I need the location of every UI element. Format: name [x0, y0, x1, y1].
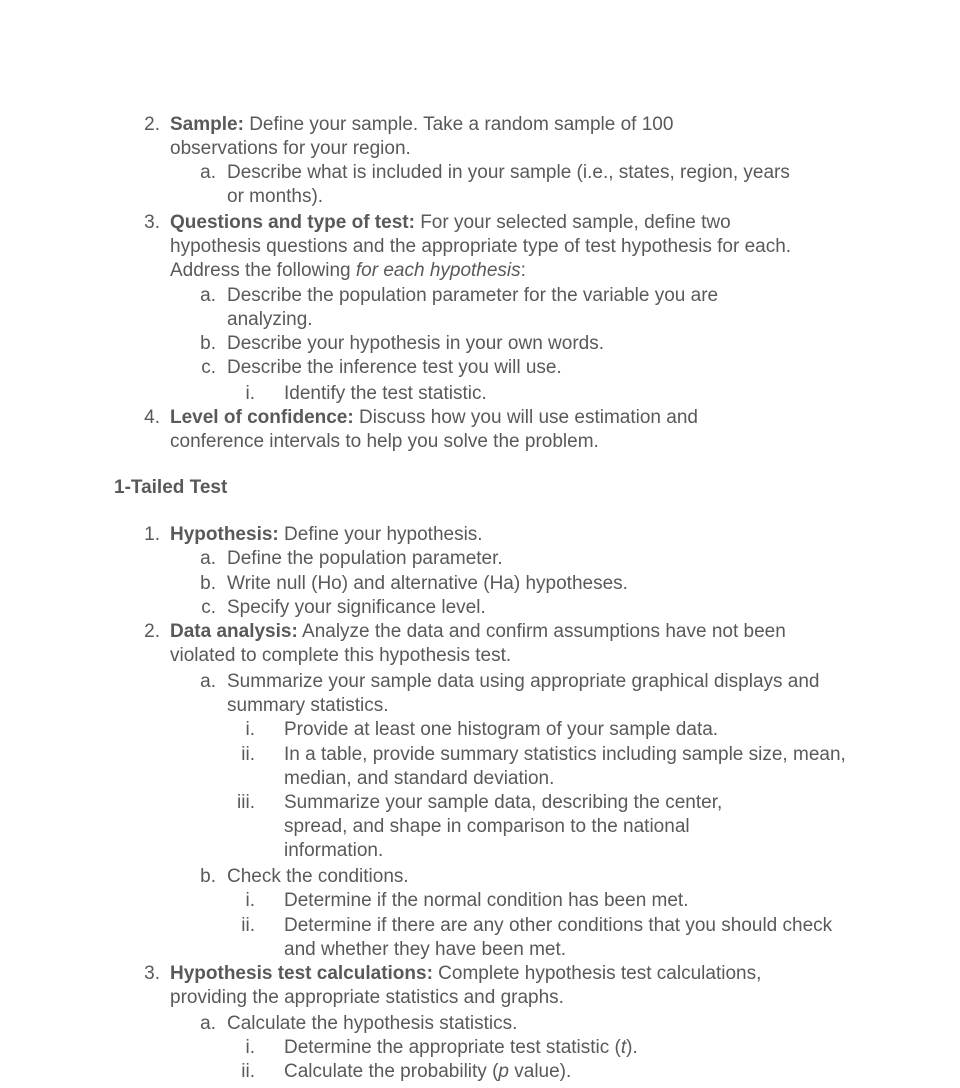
item-label: Data analysis:: [170, 621, 298, 642]
list-letter: b.: [200, 573, 216, 594]
list-text: In a table, provide summary statistics including sample size, mean, median, and standard deviation.: [284, 744, 846, 789]
list-text: Write null (Ho) and alternative (Ha) hypotheses.: [227, 573, 628, 594]
item-label: Sample:: [170, 114, 244, 135]
item-label: Hypothesis:: [170, 524, 279, 545]
list-roman: ii.: [241, 1061, 255, 1082]
list-roman: ii.: [241, 744, 255, 765]
list-roman: i.: [245, 383, 255, 404]
list-number: 2.: [144, 621, 160, 642]
list-roman: i.: [245, 719, 255, 740]
list-text: Hypothesis test calculations: Complete hypothesis test calculations, providing the appropriate statistics and graphs.: [170, 963, 762, 1008]
list-number: 3.: [144, 212, 160, 233]
list-text: Describe the population parameter for the variable you are analyzing.: [227, 285, 719, 330]
list-text: Calculate the hypothesis statistics.: [227, 1013, 518, 1034]
list-text: Define the population parameter.: [227, 548, 503, 569]
list-number: 1.: [144, 524, 160, 545]
emphasis: p: [498, 1061, 509, 1082]
list-letter: b.: [200, 333, 216, 354]
section-heading: 1-Tailed Test: [114, 477, 228, 498]
emphasis: t: [620, 1037, 627, 1058]
list-letter: a.: [200, 671, 216, 692]
list-text: Provide at least one histogram of your sample data.: [284, 719, 719, 740]
list-letter: c.: [201, 597, 216, 618]
list-roman: i.: [245, 1037, 255, 1058]
list-text: Determine if there are any other conditions that you should check and whether they have been met.: [284, 915, 833, 960]
list-number: 3.: [144, 963, 160, 984]
list-text: Describe the inference test you will use.: [227, 357, 562, 378]
item-label: Hypothesis test calculations:: [170, 963, 433, 984]
list-text: Summarize your sample data using appropriate graphical displays and summary statistics.: [227, 671, 820, 716]
list-text: Specify your significance level.: [227, 597, 486, 618]
list-text: Hypothesis: Define your hypothesis.: [170, 524, 483, 545]
list-number: 2.: [144, 114, 160, 135]
list-text: Data analysis: Analyze the data and confirm assumptions have not been violated to complete this hypothesis test.: [170, 621, 786, 666]
emphasis: for each hypothesis: [355, 260, 521, 281]
list-letter: a.: [200, 1013, 216, 1034]
list-roman: ii.: [241, 915, 255, 936]
list-text: Sample: Define your sample. Take a random sample of 100 observations for your region.: [170, 114, 674, 159]
list-text: Questions and type of test: For your selected sample, define two hypothesis questions and the appropriate type of test hypothesis for each. Address the following for each hypothesis:: [170, 212, 792, 281]
list-text: Level of confidence: Discuss how you will use estimation and conference intervals to help you solve the problem.: [170, 407, 698, 452]
list-number: 4.: [144, 407, 160, 428]
list-text: Describe what is included in your sample (i.e., states, region, years or months).: [227, 162, 790, 207]
list-text: Describe your hypothesis in your own words.: [227, 333, 605, 354]
list-text: Identify the test statistic.: [284, 383, 487, 404]
list-roman: i.: [245, 890, 255, 911]
list-text: Determine the appropriate test statistic (t).: [284, 1037, 638, 1058]
list-text: Calculate the probability (p value).: [284, 1061, 572, 1082]
list-letter: a.: [200, 162, 216, 183]
item-label: Level of confidence:: [170, 407, 354, 428]
item-label: Questions and type of test:: [170, 212, 415, 233]
list-roman: iii.: [237, 792, 255, 813]
list-letter: c.: [201, 357, 216, 378]
list-letter: a.: [200, 285, 216, 306]
list-text: Summarize your sample data, describing the center, spread, and shape in comparison to the national information.: [284, 792, 723, 861]
list-letter: a.: [200, 548, 216, 569]
list-text: Check the conditions.: [227, 866, 409, 887]
list-letter: b.: [200, 866, 216, 887]
list-text: Determine if the normal condition has been met.: [284, 890, 689, 911]
